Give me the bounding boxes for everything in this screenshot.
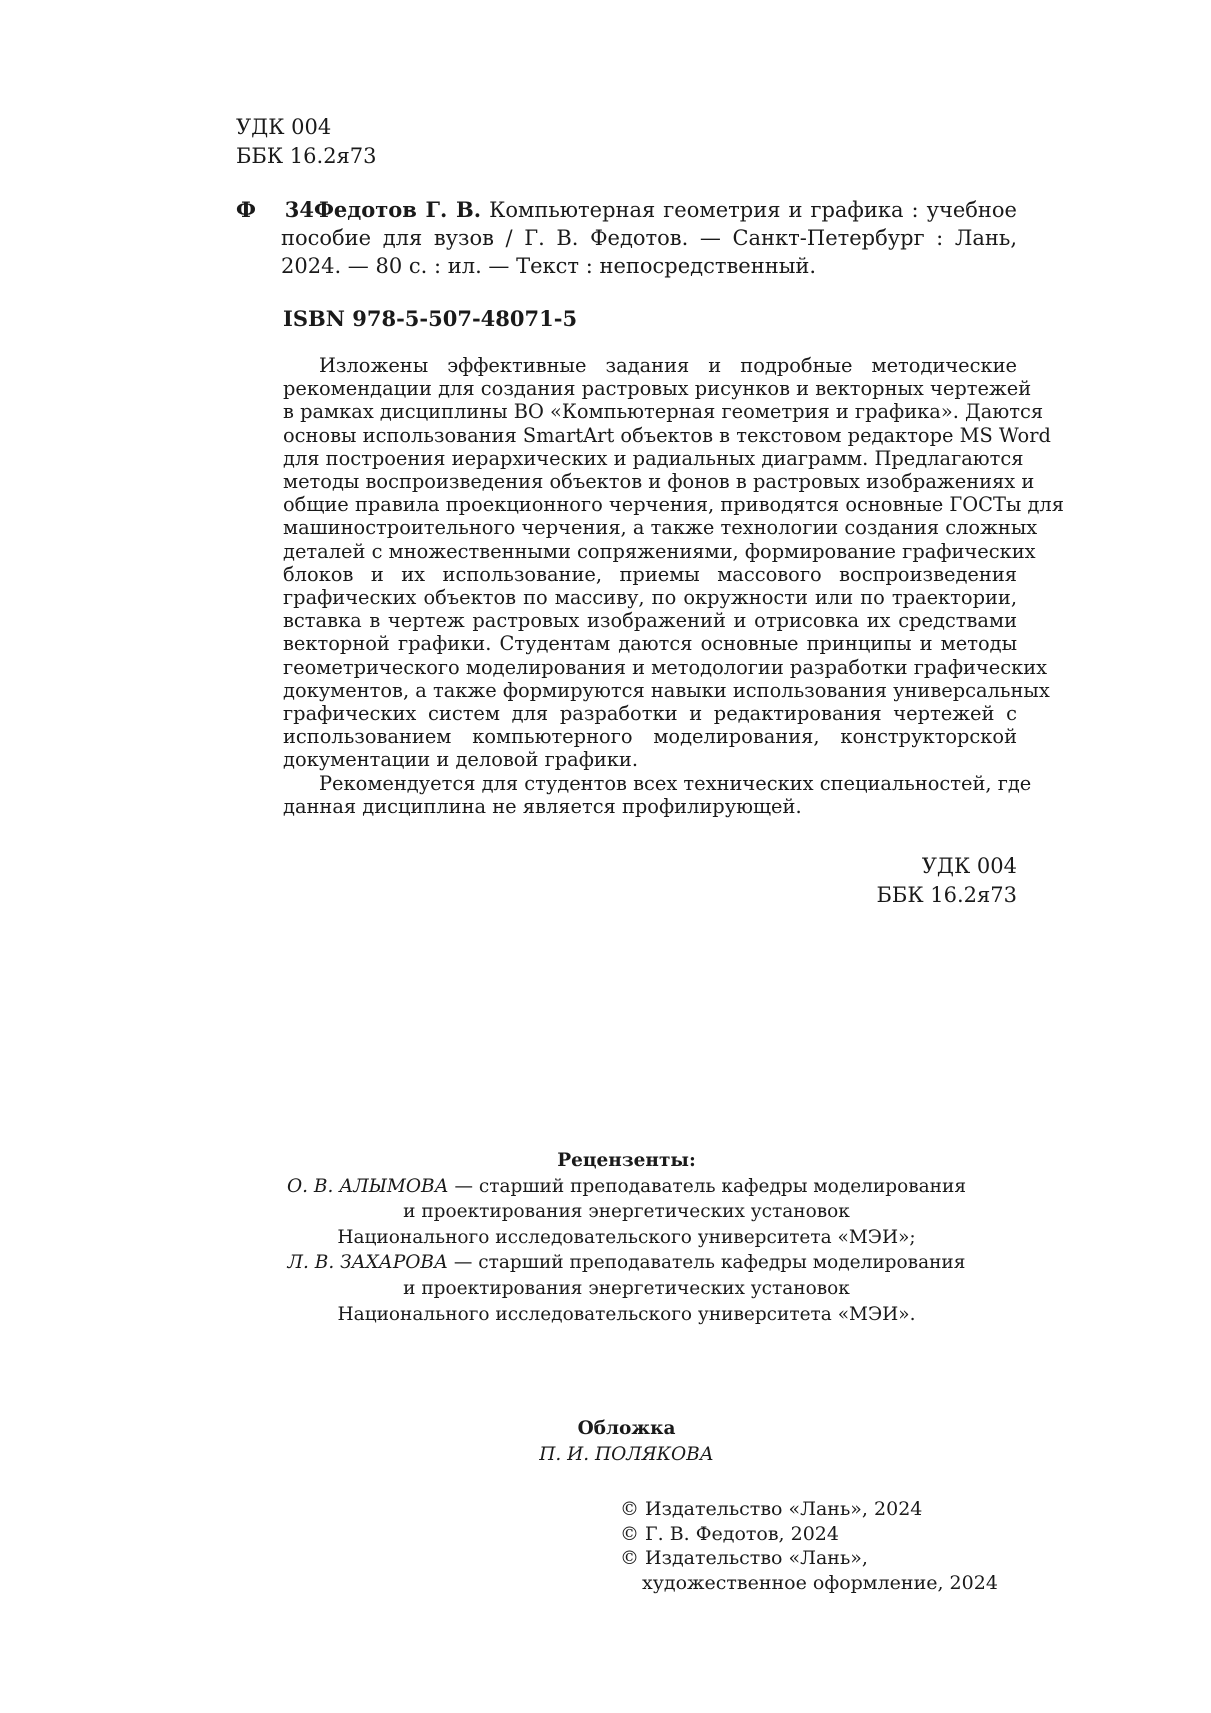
classification-codes-top xyxy=(236,113,377,171)
reviewer-2-line-1 xyxy=(236,1250,1017,1276)
annotation-line: машиностроительного черчения, а также технологии создания сложных xyxy=(283,516,1038,540)
book-title: Компьютерная геометрия и графика : учебное xyxy=(489,198,1017,222)
bbk-code: ББК 16.2я73 xyxy=(876,883,1017,907)
annotation-line: блоков и их использование, приемы массового воспроизведения xyxy=(283,562,1017,586)
annotation-line: документов, а также формируются навыки использования универсальных xyxy=(283,678,1050,702)
reviewer-1-position: — старший преподаватель кафедры моделирования xyxy=(448,1175,967,1197)
cover-credit xyxy=(236,1416,1017,1467)
reviewer-2-line-2: и проектирования энергетических установок xyxy=(403,1277,850,1299)
author-name: Федотов Г. В. xyxy=(314,197,482,222)
reviewer-2-line-3: Национального исследовательского университета «МЭИ». xyxy=(337,1303,916,1325)
recommendation-line-2: данная дисциплина не является профилирующей. xyxy=(283,794,802,818)
biblio-line-2: пособие для вузов / Г. В. Федотов. — Санкт-Петербург : Лань, xyxy=(281,226,1017,250)
isbn: ISBN 978-5-507-48071-5 xyxy=(283,306,578,331)
copyright-line-1: © Издательство «Лань», 2024 xyxy=(620,1498,923,1520)
reviewer-2-position: — старший преподаватель кафедры моделирования xyxy=(448,1252,966,1274)
reviewers-heading: Рецензенты: xyxy=(557,1150,696,1171)
annotation-line: для построения иерархических и радиальных диаграмм. Предлагаются xyxy=(283,446,1024,470)
biblio-line-3: 2024. — 80 с. : ил. — Текст : непосредственный. xyxy=(281,254,817,278)
annotation-line: геометрического моделирования и методологии разработки графических xyxy=(283,655,1048,679)
udk-code: УДК 004 xyxy=(236,115,332,139)
author-sign: Ф 34 xyxy=(236,197,314,222)
udk-code: УДК 004 xyxy=(921,854,1017,878)
biblio-line-1 xyxy=(236,196,1017,224)
annotation-line: методы воспроизведения объектов и фонов в растровых изображениях и xyxy=(283,470,1035,494)
reviewer-1-line-1 xyxy=(236,1174,1017,1200)
annotation-line: общие правила проекционного черчения, приводятся основные ГОСТы для xyxy=(283,493,1064,517)
annotation-line: основы использования SmartArt объектов в текстовом редакторе MS Word xyxy=(283,423,1051,447)
annotation-line: векторной графики. Студентам даются основные принципы и методы xyxy=(283,632,1017,656)
reviewers-block xyxy=(236,1148,1017,1327)
annotation-line: графических объектов по массиву, по окружности или по траектории, xyxy=(283,586,1017,610)
reviewer-1-line-2: и проектирования энергетических установок xyxy=(403,1201,850,1223)
annotation-line: рекомендации для создания растровых рисунков и векторных чертежей xyxy=(283,377,1032,401)
reviewer-1-name: О. В. АЛЫМОВА xyxy=(286,1175,449,1197)
cover-heading: Обложка xyxy=(577,1418,676,1439)
annotation-line: деталей с множественными сопряжениями, формирование графических xyxy=(283,539,1036,563)
copyright-line-2: © Г. В. Федотов, 2024 xyxy=(620,1522,839,1545)
cover-designer: П. И. ПОЛЯКОВА xyxy=(539,1443,714,1465)
bibliographic-record xyxy=(236,196,1017,280)
annotation-line: документации и деловой графики. xyxy=(283,748,639,772)
annotation-line: в рамках дисциплины ВО «Компьютерная геометрия и графика». Даются xyxy=(283,400,1044,424)
classification-codes-bottom xyxy=(800,852,1017,910)
copyright-line-3: © Издательство «Лань», xyxy=(620,1547,868,1570)
recommendation-line-1: Рекомендуется для студентов всех технических специальностей, где xyxy=(319,771,1032,795)
annotation-line: использованием компьютерного моделирования, конструкторской xyxy=(283,725,1017,749)
annotation xyxy=(283,354,1064,818)
reviewer-2-name: Л. В. ЗАХАРОВА xyxy=(287,1252,449,1274)
copyright-line-4: художественное оформление, 2024 xyxy=(642,1571,998,1594)
bbk-code: ББК 16.2я73 xyxy=(236,144,377,168)
annotation-line: графических систем для разработки и редактирования чертежей с xyxy=(283,702,1017,726)
reviewer-1-line-3: Национального исследовательского университета «МЭИ»; xyxy=(337,1226,916,1248)
copyright-block xyxy=(620,1497,998,1595)
annotation-line: вставка в чертеж растровых изображений и отрисовка их средствами xyxy=(283,609,1017,633)
annotation-line: Изложены эффективные задания и подробные методические xyxy=(319,354,1017,377)
